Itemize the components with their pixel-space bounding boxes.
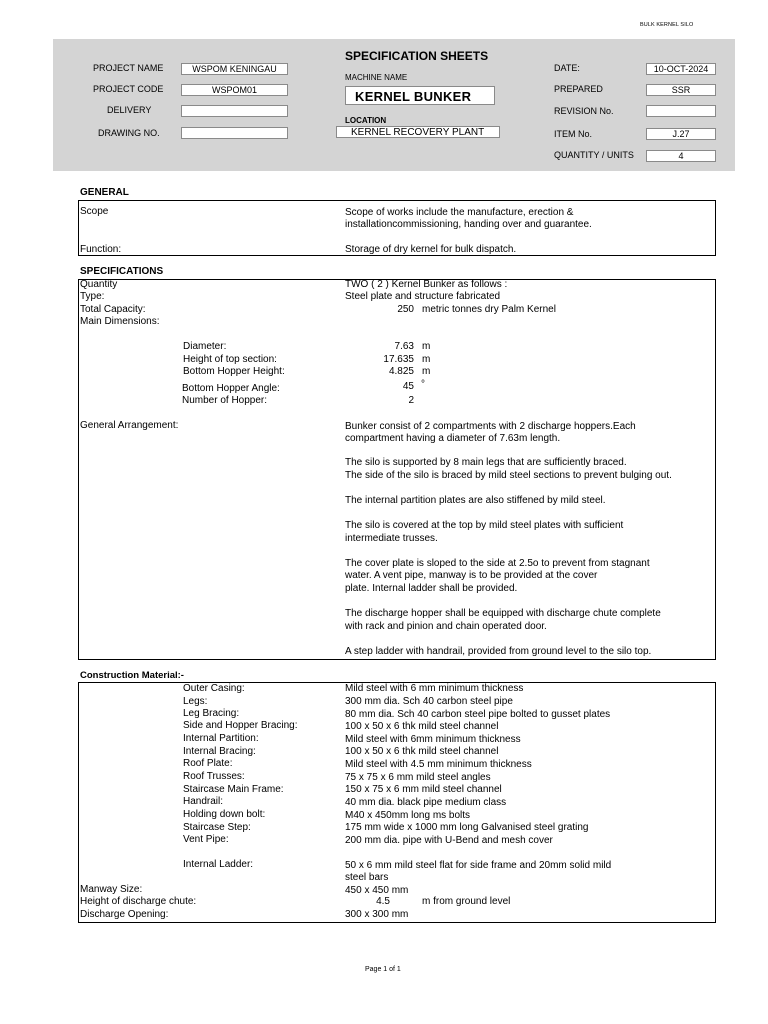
outer-casing-label: Outer Casing:: [183, 683, 245, 694]
location-field: KERNEL RECOVERY PLANT: [336, 126, 500, 138]
delivery-field: [181, 105, 288, 117]
main-dimensions-label: Main Dimensions:: [80, 316, 160, 327]
arrangement-text: The discharge hopper shall be equipped with discharge chute complete: [345, 608, 661, 619]
vent-pipe-value: 200 mm dia. pipe with U-Bend and mesh cover: [345, 835, 553, 846]
project-code-field: WSPOM01: [181, 84, 288, 96]
location-label: LOCATION: [345, 116, 387, 125]
hopper-angle-unit: °: [421, 379, 425, 390]
drawing-no-label: DRAWING NO.: [98, 128, 160, 138]
roof-plate-value: Mild steel with 4.5 mm minimum thickness: [345, 759, 532, 770]
internal-bracing-label: Internal Bracing:: [183, 746, 256, 757]
drawing-no-field: [181, 127, 288, 139]
arrangement-text: intermediate trusses.: [345, 533, 438, 544]
internal-partition-label: Internal Partition:: [183, 733, 259, 744]
quantity-value: TWO ( 2 ) Kernel Bunker as follows :: [345, 279, 508, 290]
staircase-step-label: Staircase Step:: [183, 822, 251, 833]
legs-value: 300 mm dia. Sch 40 carbon steel pipe: [345, 696, 513, 707]
hopper-angle-value: 45: [402, 381, 414, 392]
bottom-height-value: 4.825: [388, 366, 414, 377]
outer-casing-value: Mild steel with 6 mm minimum thickness: [345, 683, 524, 694]
arrangement-text: The silo is covered at the top by mild steel plates with sufficient: [345, 520, 624, 531]
arrangement-text: Bunker consist of 2 compartments with 2 discharge hoppers.Each: [345, 421, 636, 432]
side-hopper-bracing-value: 100 x 50 x 6 thk mild steel channel: [345, 721, 499, 732]
roof-plate-label: Roof Plate:: [183, 758, 233, 769]
legs-label: Legs:: [183, 696, 208, 707]
delivery-label: DELIVERY: [107, 105, 152, 115]
arrangement-text: plate. Internal ladder shall be provided.: [345, 583, 518, 594]
arrangement-text: The cover plate is sloped to the side at 2.5o to prevent from stagnant: [345, 558, 650, 569]
arrangement-text: The side of the silo is braced by mild steel sections to prevent bulging out.: [345, 470, 672, 481]
leg-bracing-value: 80 mm dia. Sch 40 carbon steel pipe bolted to gusset plates: [345, 709, 611, 720]
diameter-value: 7.63: [394, 341, 414, 352]
function-label: Function:: [80, 244, 122, 255]
top-height-unit: m: [422, 354, 431, 365]
general-arrangement-label: General Arrangement:: [80, 420, 179, 431]
bottom-height-unit: m: [422, 366, 431, 377]
discharge-opening-value: 300 x 300 mm: [345, 909, 409, 920]
roof-trusses-label: Roof Trusses:: [183, 771, 245, 782]
staircase-step-value: 175 mm wide x 1000 mm long Galvanised steel grating: [345, 822, 589, 833]
handrail-label: Handrail:: [183, 796, 224, 807]
arrangement-text: water. A vent pipe, manway is to be provided at the cover: [345, 570, 598, 581]
specifications-section-title: SPECIFICATIONS: [80, 266, 164, 277]
chute-height-value: 4.5: [376, 896, 390, 907]
quantity-units-field: 4: [646, 150, 716, 162]
arrangement-text: compartment having a diameter of 7.63m length.: [345, 433, 561, 444]
vent-pipe-label: Vent Pipe:: [183, 834, 229, 845]
hopper-count-value: 2: [408, 395, 414, 406]
holding-bolt-value: M40 x 450mm long ms bolts: [345, 810, 471, 821]
arrangement-text: The silo is supported by 8 main legs that are sufficiently braced.: [345, 457, 627, 468]
scope-label: Scope: [80, 206, 109, 217]
revision-field: [646, 105, 716, 117]
bottom-height-label: Bottom Hopper Height:: [183, 366, 285, 377]
prepared-label: PREPARED: [554, 84, 603, 94]
quantity-label: Quantity: [80, 279, 118, 290]
staircase-frame-label: Staircase Main Frame:: [183, 784, 284, 795]
leg-bracing-label: Leg Bracing:: [183, 708, 240, 719]
chute-height-label: Height of discharge chute:: [80, 896, 197, 907]
internal-ladder-value-line2: steel bars: [345, 872, 389, 883]
handrail-value: 40 mm dia. black pipe medium class: [345, 797, 507, 808]
discharge-opening-label: Discharge Opening:: [80, 909, 169, 920]
quantity-units-label: QUANTITY / UNITS: [554, 150, 634, 160]
chute-height-unit: m from ground level: [422, 896, 511, 907]
holding-bolt-label: Holding down bolt:: [183, 809, 266, 820]
machine-name-field: KERNEL BUNKER: [345, 86, 495, 105]
type-value: Steel plate and structure fabricated: [345, 291, 501, 302]
capacity-value: 250: [397, 304, 414, 315]
sheet-title: SPECIFICATION SHEETS: [345, 49, 489, 63]
arrangement-text: with rack and pinion and chain operated door.: [345, 621, 547, 632]
staircase-frame-value: 150 x 75 x 6 mm mild steel channel: [345, 784, 502, 795]
top-height-value: 17.635: [383, 354, 414, 365]
revision-label: REVISION No.: [554, 106, 614, 116]
prepared-field: SSR: [646, 84, 716, 96]
item-no-label: ITEM No.: [554, 129, 593, 139]
capacity-label: Total Capacity:: [80, 304, 146, 315]
diameter-unit: m: [422, 341, 431, 352]
item-no-field: J.27: [646, 128, 716, 140]
side-hopper-bracing-label: Side and Hopper Bracing:: [183, 720, 298, 731]
hopper-angle-label: Bottom Hopper Angle:: [182, 383, 280, 394]
capacity-unit: metric tonnes dry Palm Kernel: [422, 304, 556, 315]
scope-text-line1: Scope of works include the manufacture, erection &: [345, 207, 574, 218]
project-name-label: PROJECT NAME: [93, 63, 164, 73]
hopper-count-label: Number of Hopper:: [182, 395, 268, 406]
manway-value: 450 x 450 mm: [345, 885, 409, 896]
scope-text-line2: installationcommissioning, handing over and guarantee.: [345, 219, 592, 230]
internal-partition-value: Mild steel with 6mm minimum thickness: [345, 734, 521, 745]
manway-label: Manway Size:: [80, 884, 143, 895]
function-value: Storage of dry kernel for bulk dispatch.: [345, 244, 517, 255]
general-section-title: GENERAL: [80, 187, 129, 198]
internal-ladder-value-line1: 50 x 6 mm mild steel flat for side frame and 20mm solid mild: [345, 860, 612, 871]
roof-trusses-value: 75 x 75 x 6 mm mild steel angles: [345, 772, 491, 783]
arrangement-text: The internal partition plates are also stiffened by mild steel.: [345, 495, 606, 506]
project-code-label: PROJECT CODE: [93, 84, 164, 94]
internal-bracing-value: 100 x 50 x 6 thk mild steel channel: [345, 746, 499, 757]
machine-name-label: MACHINE NAME: [345, 73, 408, 82]
diameter-label: Diameter:: [183, 341, 227, 352]
page-number: Page 1 of 1: [365, 966, 401, 973]
construction-section-title: Construction Material:-: [80, 670, 184, 681]
document-corner-label: BULK KERNEL SILO: [640, 22, 694, 28]
internal-ladder-label: Internal Ladder:: [183, 859, 254, 870]
date-field: 10-OCT-2024: [646, 63, 716, 75]
top-height-label: Height of top section:: [183, 354, 277, 365]
date-label: DATE:: [554, 63, 580, 73]
project-name-field: WSPOM KENINGAU: [181, 63, 288, 75]
arrangement-text: A step ladder with handrail, provided from ground level to the silo top.: [345, 646, 652, 657]
type-label: Type:: [80, 291, 105, 302]
